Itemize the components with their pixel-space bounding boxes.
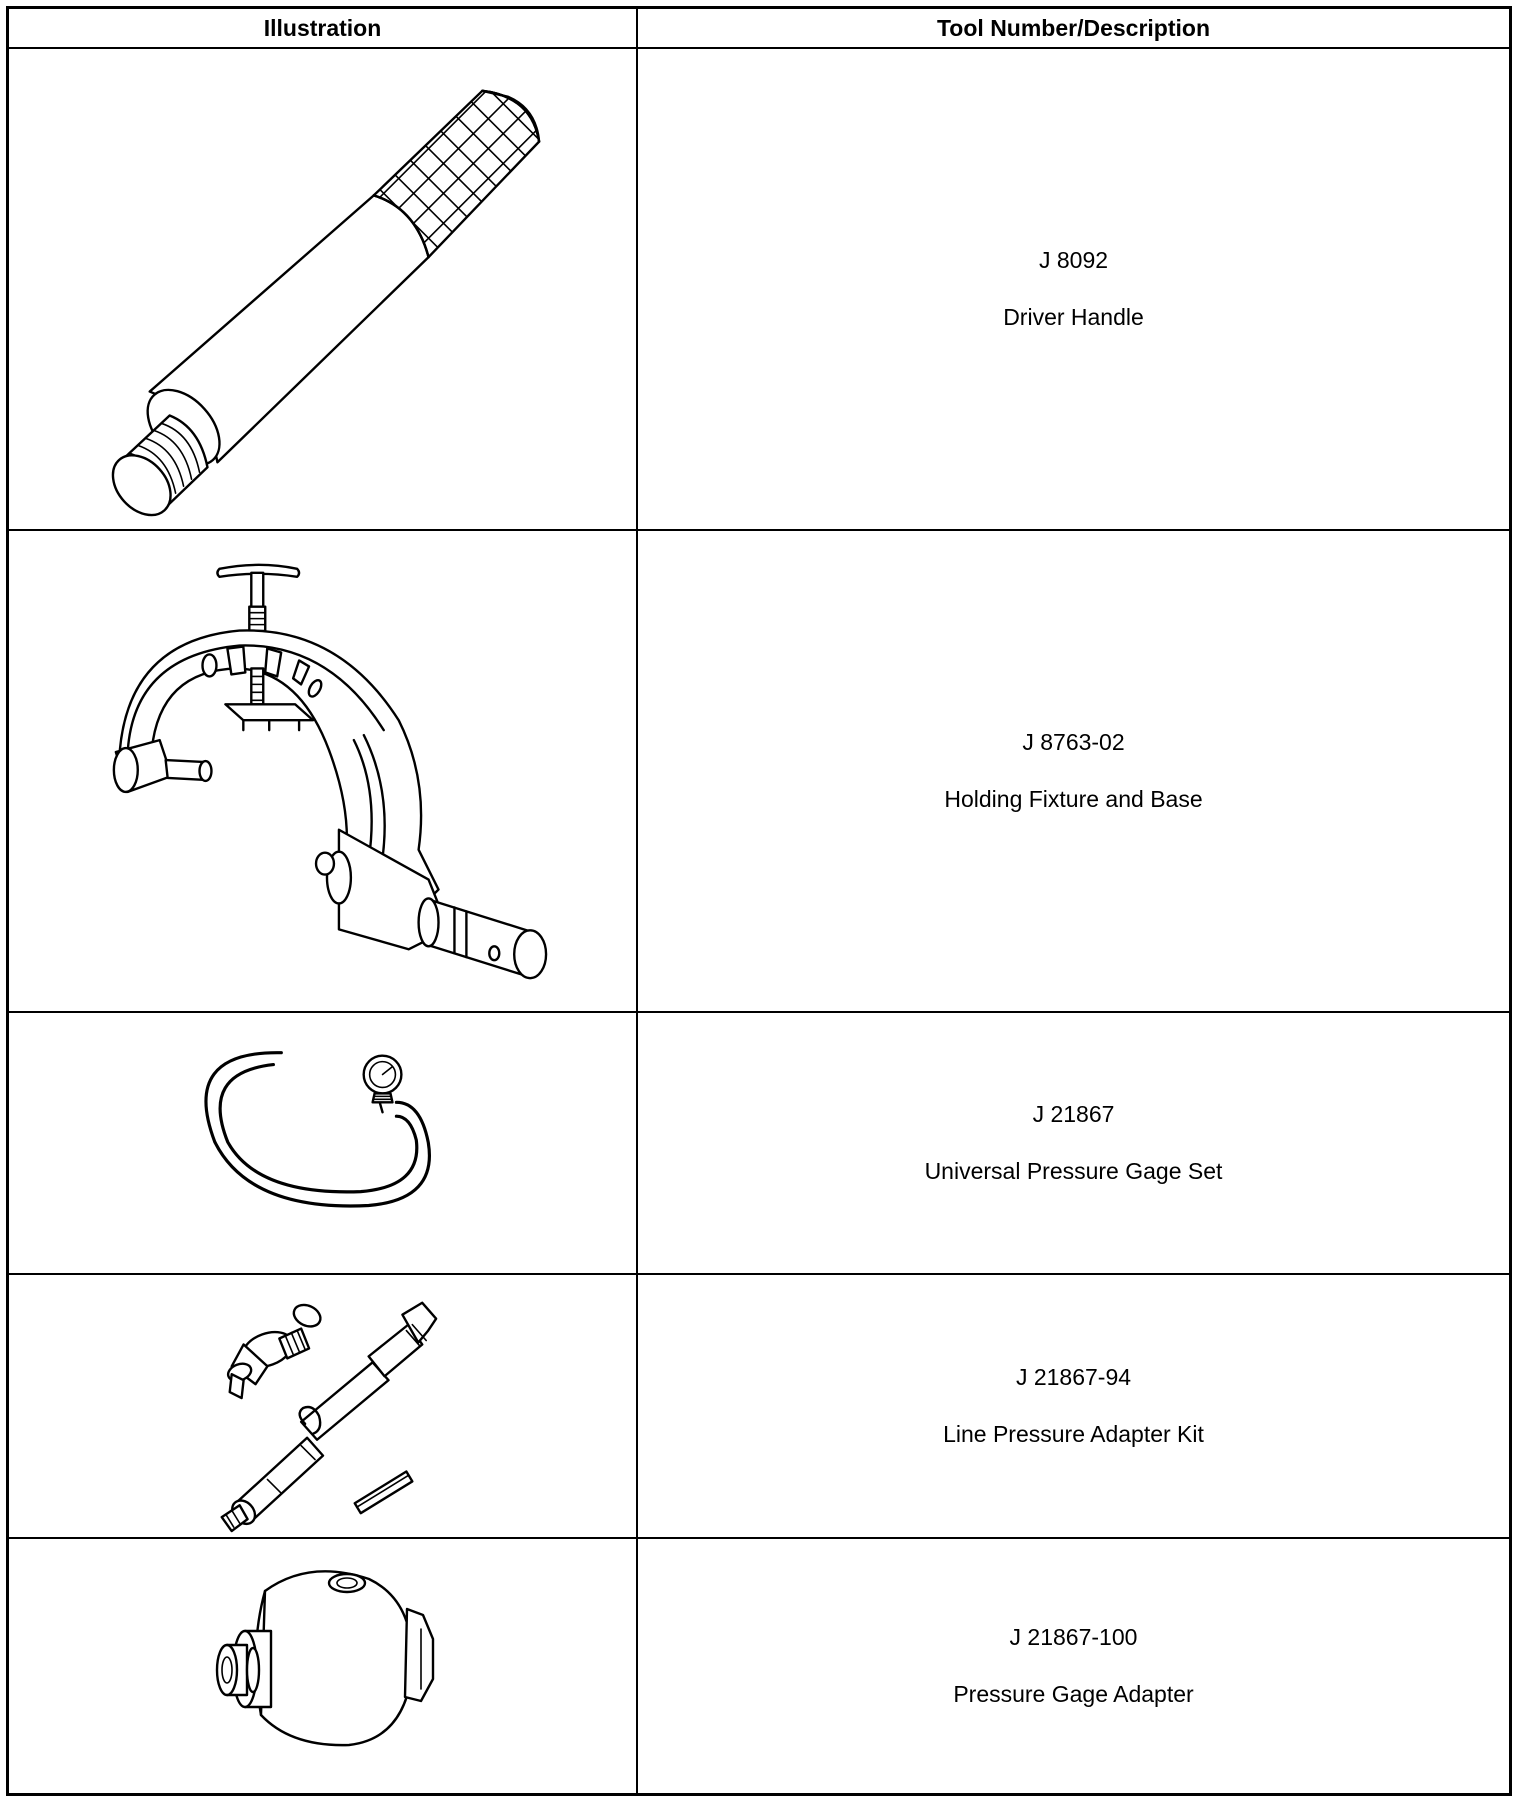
adapter-kit-drawing — [9, 1275, 636, 1537]
tool-name: Line Pressure Adapter Kit — [943, 1421, 1204, 1447]
holding-fixture-drawing — [9, 531, 636, 1011]
table-row — [9, 49, 1509, 531]
pressure-gage-set-illustration — [9, 1013, 636, 1273]
table-header-row — [9, 9, 1509, 49]
tool-description-cell — [638, 49, 1509, 529]
gage-adapter-illustration — [9, 1539, 636, 1793]
table-row — [9, 531, 1509, 1013]
table-row — [9, 1275, 1509, 1539]
tool-name: Holding Fixture and Base — [944, 786, 1203, 812]
tool-description-cell — [638, 531, 1509, 1011]
table-row — [9, 1013, 1509, 1275]
tool-number: J 8763-02 — [1022, 729, 1125, 755]
tool-name: Pressure Gage Adapter — [953, 1681, 1194, 1707]
header-illustration: Illustration — [263, 14, 382, 41]
pressure-gage-set-drawing — [9, 1013, 636, 1273]
gage-adapter-drawing — [9, 1539, 636, 1793]
tool-number: J 8092 — [1038, 247, 1109, 273]
holding-fixture-illustration — [9, 531, 636, 1011]
tool-description-cell — [638, 1013, 1509, 1273]
tool-name: Driver Handle — [1003, 304, 1144, 330]
driver-handle-illustration — [9, 49, 636, 529]
adapter-kit-illustration — [9, 1275, 636, 1537]
table-row — [9, 1539, 1509, 1793]
driver-handle-drawing — [9, 49, 636, 529]
tool-name: Universal Pressure Gage Set — [924, 1158, 1223, 1184]
tool-number: J 21867-100 — [1009, 1624, 1138, 1650]
tool-number: J 21867 — [1032, 1101, 1115, 1127]
tool-number: J 21867-94 — [1015, 1364, 1132, 1390]
special-tools-table — [6, 6, 1512, 1796]
tool-description-cell — [638, 1539, 1509, 1793]
header-tool-description: Tool Number/Description — [936, 14, 1211, 41]
tool-description-cell — [638, 1275, 1509, 1537]
